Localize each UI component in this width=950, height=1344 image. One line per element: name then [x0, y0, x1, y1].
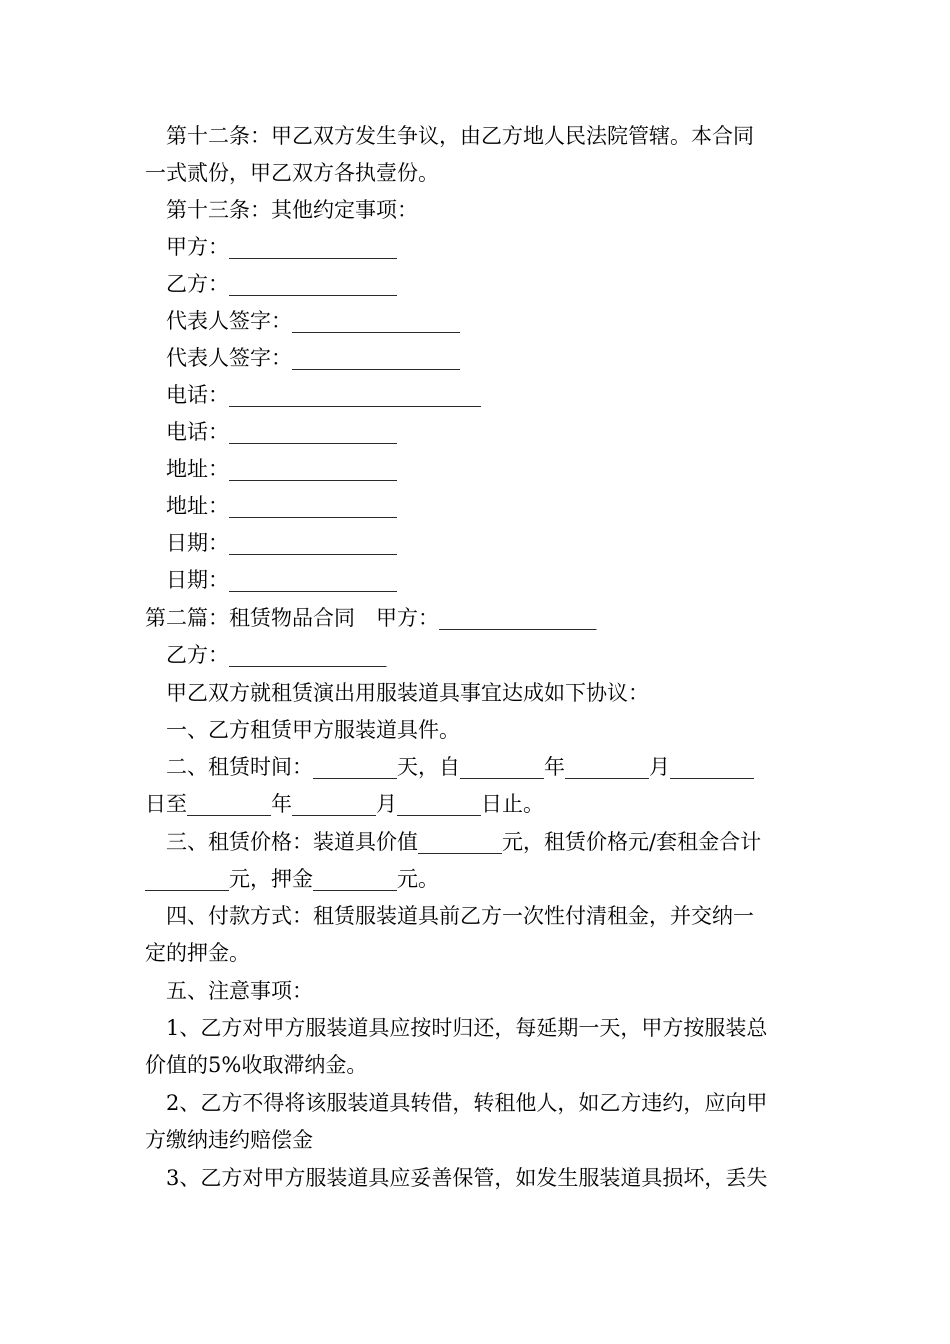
document-line: 一式贰份，甲乙双方各执壹份。: [145, 161, 439, 185]
document-line: 电话：________________: [145, 420, 397, 444]
document-line: 地址：________________: [145, 494, 397, 518]
document-line: 日至________年________月________日止。: [145, 792, 544, 816]
document-line: 乙方：_______________: [145, 643, 387, 667]
document-line: 乙方：________________: [145, 272, 397, 296]
document-line: 定的押金。: [145, 941, 250, 965]
document-line: 日期：________________: [145, 531, 397, 555]
document-line: 第十二条：甲乙双方发生争议，由乙方地人民法院管辖。本合同: [145, 124, 754, 148]
document-line: 日期：________________: [145, 568, 397, 592]
document-line: 代表人签字：________________: [145, 309, 460, 333]
document-line: 二、租赁时间：________天，自________年________月________: [145, 755, 754, 779]
document-line: 3、乙方对甲方服装道具应妥善保管，如发生服装道具损坏，丢失: [145, 1166, 768, 1190]
document-line: 第十三条：其他约定事项：: [145, 198, 418, 222]
document-line: 价值的5%收取滞纳金。: [145, 1053, 368, 1077]
document-line: 五、注意事项：: [145, 979, 313, 1003]
document-line: 第二篇：租赁物品合同 甲方：_______________: [145, 606, 597, 630]
document-line: 一、乙方租赁甲方服装道具件。: [145, 718, 460, 742]
document-line: 地址：________________: [145, 457, 397, 481]
document-line: 三、租赁价格：装道具价值________元，租赁价格元/套租金合计: [145, 830, 762, 854]
document-line: 1、乙方对甲方服装道具应按时归还，每延期一天，甲方按服装总: [145, 1016, 768, 1040]
document-line: 四、付款方式：租赁服装道具前乙方一次性付清租金，并交纳一: [145, 904, 754, 928]
document-line: 电话：________________________: [145, 383, 481, 407]
document-line: 2、乙方不得将该服装道具转借，转租他人，如乙方违约，应向甲: [145, 1091, 768, 1115]
document-line: 代表人签字：________________: [145, 346, 460, 370]
document-line: ________元，押金________元。: [145, 867, 439, 891]
document-line: 甲方：________________: [145, 235, 397, 259]
document-line: 方缴纳违约赔偿金: [145, 1128, 313, 1152]
document-line: 甲乙双方就租赁演出用服装道具事宜达成如下协议：: [145, 681, 649, 705]
